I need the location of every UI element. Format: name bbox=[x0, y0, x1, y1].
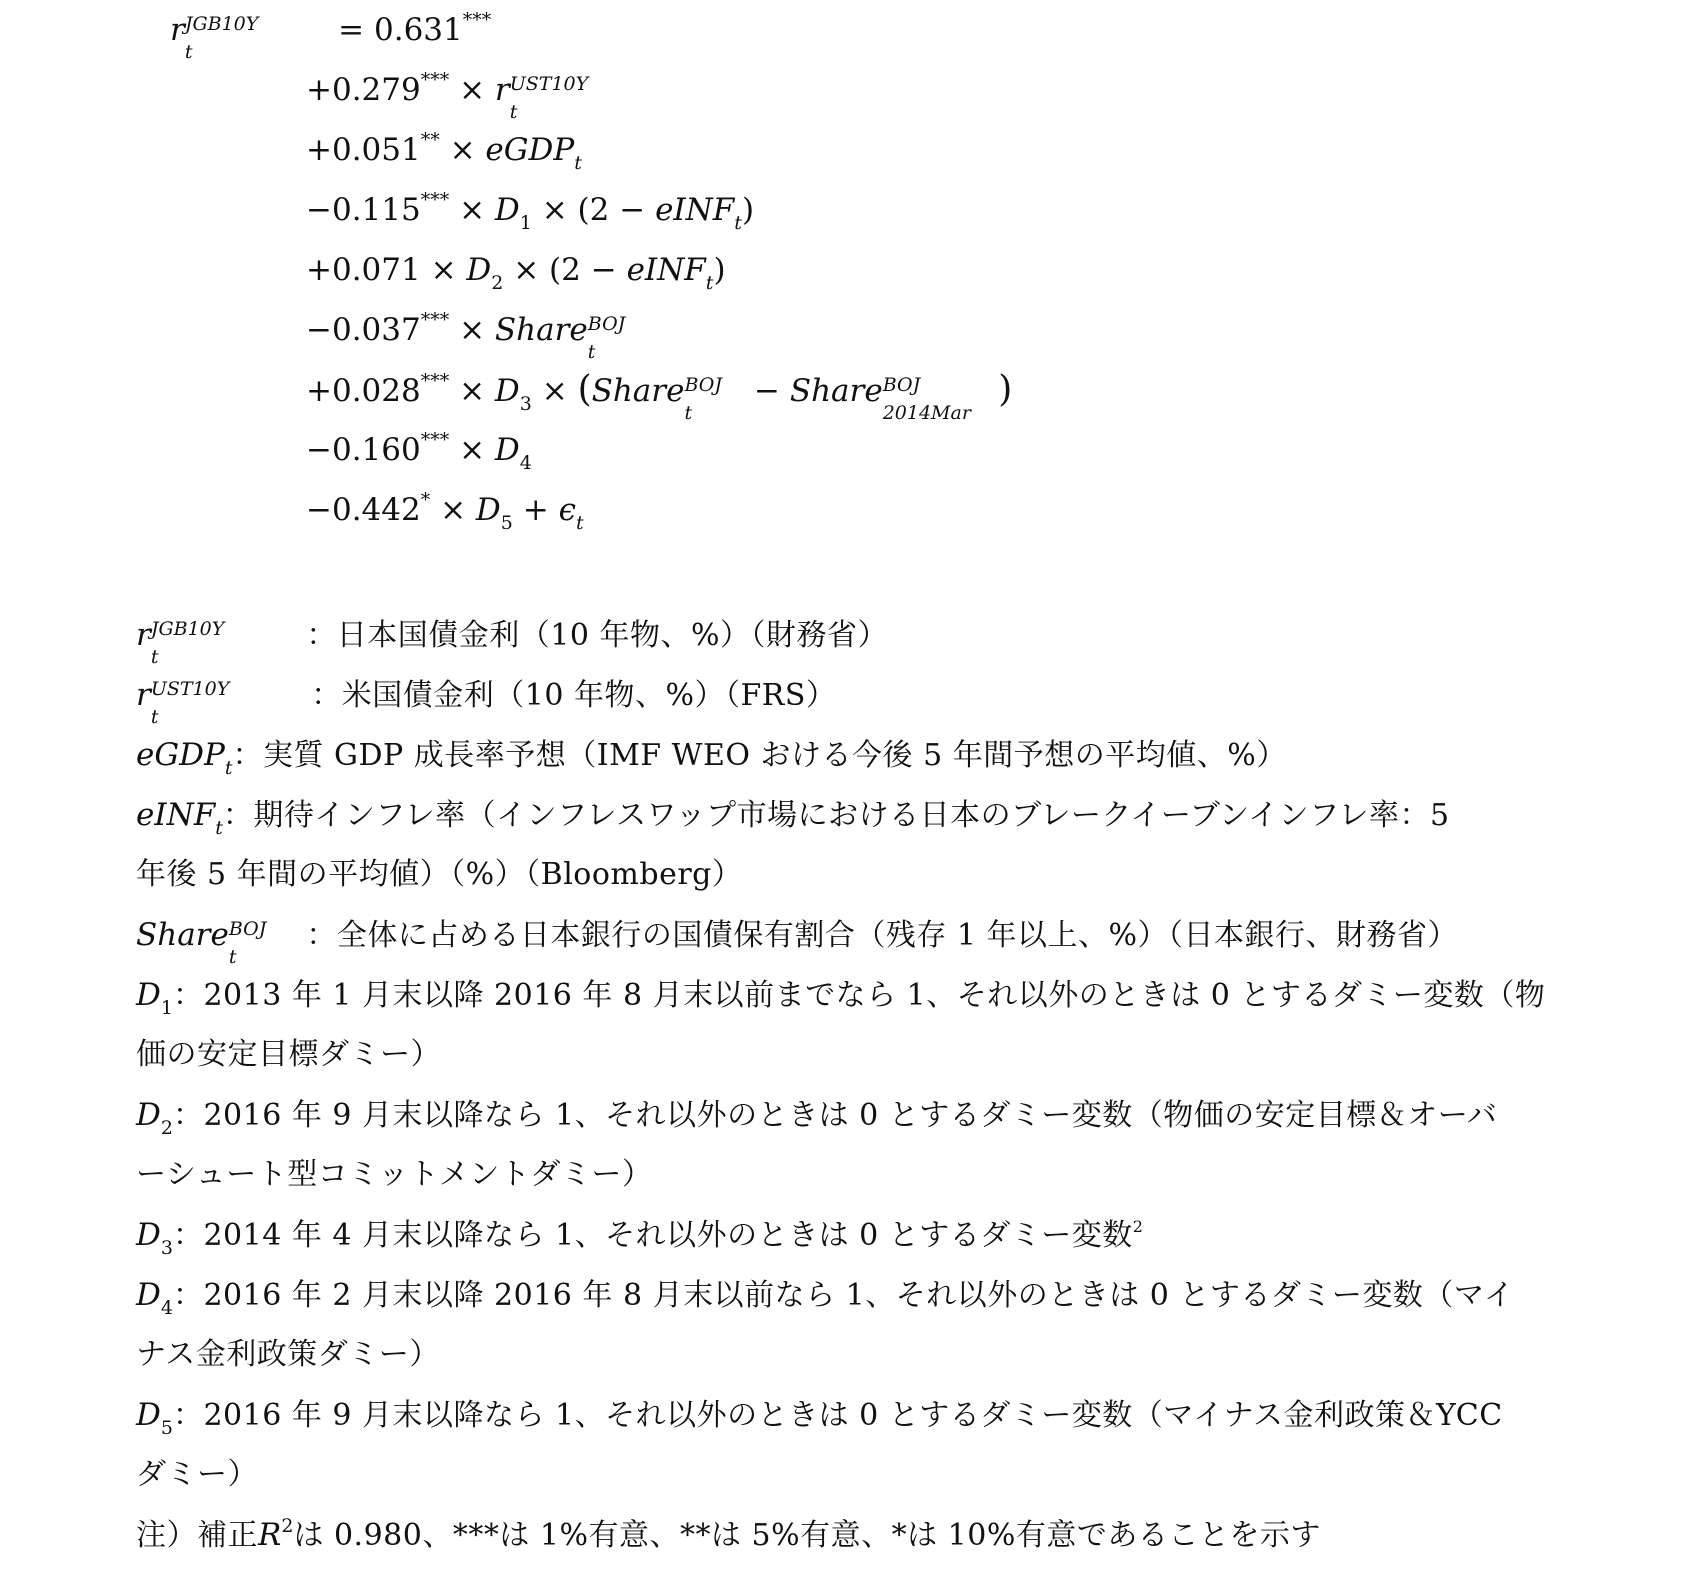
term-var: r bbox=[494, 72, 510, 108]
lhs-sub: t bbox=[184, 41, 193, 63]
def-d3: $D_3$：2014 年 4 月末以降なら 1、それ以外のときは 0 とするダミー変数$^2$ bbox=[136, 1217, 1143, 1259]
equation-term-ust: +0.279*** × r UST10Y t bbox=[306, 69, 589, 123]
def-d2: $D_2$：2016 年 9 月末以降なら 1、それ以外のときは 0 とするダミー変数（物価の安定目標＆オーバ bbox=[136, 1097, 1498, 1139]
footnote-ref: 2 bbox=[1132, 1217, 1143, 1236]
note-r2-var: R bbox=[258, 1517, 282, 1553]
equation-term-d4: $-0.160^{***} \times D_4$ bbox=[306, 429, 532, 474]
lhs-const-stars: *** bbox=[462, 9, 492, 31]
term-coef: −0.160 bbox=[306, 432, 421, 468]
share-sup: BOJ bbox=[587, 313, 626, 335]
lhs-const: = 0.631 bbox=[338, 12, 463, 48]
term-stars: ** bbox=[420, 129, 440, 151]
def-d3-text: ：2014 年 4 月末以降なら 1、それ以外のときは 0 とするダミー変数 bbox=[172, 1218, 1133, 1253]
lhs-sup: JGB10Y bbox=[184, 13, 259, 35]
term-stars: *** bbox=[420, 309, 450, 331]
def-share-text: ：全体に占める日本銀行の国債保有割合（残存 1 年以上、%）（日本銀行、財務省） bbox=[306, 918, 1459, 953]
equation-term-d5: $-0.442^* \times D_5 + \epsilon_t$ bbox=[306, 489, 584, 534]
term-stars: *** bbox=[420, 429, 450, 451]
term-coef: −0.442 bbox=[306, 492, 421, 528]
equation-term-d3: $+0.028^{***} \times D_3$ × (Share BOJ t − Share BOJ 2014Mar ) bbox=[306, 369, 1013, 424]
def-egdp-text: ：実質 GDP 成長率予想（IMF WEO おける今後 5 年間予想の平均値、%） bbox=[232, 738, 1287, 773]
note bbox=[136, 1505, 1596, 1566]
def-einf-cont bbox=[136, 845, 1596, 905]
def-einf-text-2: 年後 5 年間の平均値）（%）（Bloomberg） bbox=[136, 857, 743, 892]
def-d2-text-2: ーシュート型コミットメントダミー） bbox=[136, 1157, 653, 1192]
def-ust: r UST10Y t ：米国債金利（10 年物、%）（FRS） bbox=[136, 677, 837, 728]
def-einf-text-1: ：期待インフレ率（インフレスワップ市場における日本のブレークイーブンインフレ率：5 bbox=[222, 798, 1450, 833]
def-d4-text-2: ナス金利政策ダミー） bbox=[136, 1337, 440, 1372]
term-coef: +0.051 bbox=[306, 132, 421, 168]
def-share: Share BOJ t ：全体に占める日本銀行の国債保有割合（残存 1 年以上、%）（日本銀行、財務省） bbox=[136, 917, 1459, 968]
def-d1-text-2: 価の安定目標ダミー） bbox=[136, 1037, 441, 1072]
term-sub: t bbox=[574, 152, 582, 174]
def-d2-text-1: ：2016 年 9 月末以降なら 1、それ以外のときは 0 とするダミー変数（物価の安定目標＆オーバ bbox=[172, 1098, 1498, 1133]
def-d4: $D_4$：2016 年 2 月末以降 2016 年 8 月末以前なら 1、それ以外のときは 0 とするダミー変数（マイ bbox=[136, 1277, 1515, 1319]
def-d5: $D_5$：2016 年 9 月末以降なら 1、それ以外のときは 0 とするダミー変数（マイナス金利政策＆YCC bbox=[136, 1397, 1503, 1439]
equation-term-d2: $+0.071 \times D_2 \times (2$ − eINF$_t$) bbox=[306, 252, 726, 294]
def-ust-text: ：米国債金利（10 年物、%）（FRS） bbox=[311, 678, 837, 713]
term-var: eGDP bbox=[485, 132, 575, 168]
def-egdp: eGDP$_t$：実質 GDP 成長率予想（IMF WEO おける今後 5 年間予想の平均値、%） bbox=[136, 737, 1287, 779]
def-d4-text-1: ：2016 年 2 月末以降 2016 年 8 月末以前なら 1、それ以外のときは 0 とするダミー変数（マイ bbox=[172, 1278, 1515, 1313]
def-einf: eINF$_t$：期待インフレ率（インフレスワップ市場における日本のブレークイーブンインフレ率：5 bbox=[136, 797, 1450, 839]
note-r2-exp: 2 bbox=[281, 1515, 294, 1537]
def-jgb: r JGB10Y t ：日本国債金利（10 年物、%）（財務省） bbox=[136, 617, 889, 668]
def-d1: $D_1$：2013 年 1 月末以降 2016 年 8 月末以前までなら 1、それ以外のときは 0 とするダミー変数（物 bbox=[136, 977, 1546, 1019]
def-d1-text-1: ：2013 年 1 月末以降 2016 年 8 月末以前までなら 1、それ以外のときは 0 とするダミー変数（物 bbox=[172, 978, 1546, 1013]
term-stars: *** bbox=[420, 69, 450, 91]
def-jgb-text: ：日本国債金利（10 年物、%）（財務省） bbox=[306, 618, 889, 653]
share-sub-2014: 2014Mar bbox=[882, 402, 971, 424]
equation-term-d1: $-0.115^{***} \times D_1 \times (2$ − eINF$_t$) bbox=[306, 189, 755, 234]
lhs-var: r bbox=[170, 12, 185, 48]
term-stars: *** bbox=[420, 370, 450, 392]
term-coef: −0.037 bbox=[306, 312, 421, 348]
def-d5-cont bbox=[136, 1445, 1596, 1505]
term-coef: +0.279 bbox=[306, 72, 421, 108]
term-coef: +0.028 bbox=[306, 373, 421, 409]
def-d5-text-2: ダミー） bbox=[136, 1457, 258, 1492]
term-coef: +0.071 bbox=[306, 252, 421, 288]
term-stars: *** bbox=[420, 189, 450, 211]
note-text: は 0.980、***は 1%有意、**は 5%有意、*は 10%有意であることを示す bbox=[293, 1518, 1321, 1553]
equation-lhs bbox=[170, 8, 492, 63]
ust-sub: t bbox=[509, 101, 518, 123]
def-d5-text-1: ：2016 年 9 月末以降なら 1、それ以外のときは 0 とするダミー変数（マイナス金利政策＆YCC bbox=[172, 1398, 1503, 1433]
term-stars: * bbox=[420, 489, 431, 511]
def-d4-cont bbox=[136, 1325, 1596, 1385]
term-coef: −0.115 bbox=[306, 192, 421, 228]
def-d1-cont bbox=[136, 1025, 1596, 1085]
equation-term-egdp: +0.051** × eGDP$_t$ bbox=[306, 129, 582, 174]
ust-sup: UST10Y bbox=[509, 73, 589, 95]
note-prefix: 注）補正 bbox=[136, 1518, 258, 1553]
equation-term-share: −0.037*** × Share BOJ t bbox=[306, 309, 626, 363]
def-d2-cont bbox=[136, 1145, 1596, 1205]
